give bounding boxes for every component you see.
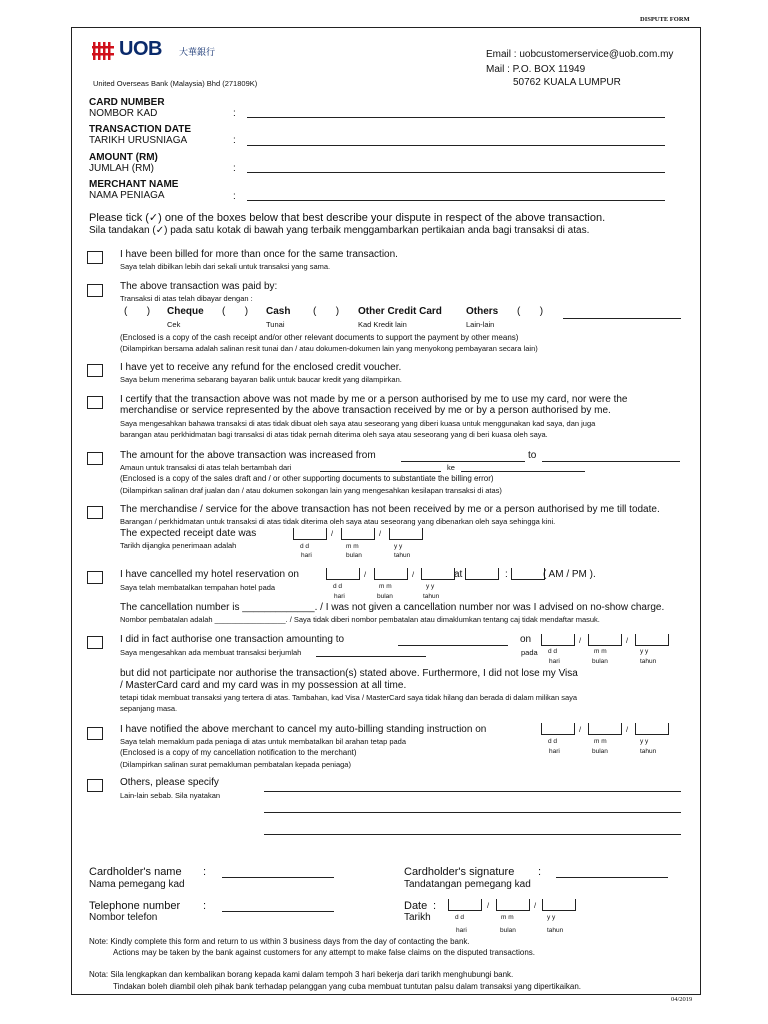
date-label: Date (404, 900, 428, 912)
time-sep: : (505, 569, 508, 580)
paren-open: ( ) (313, 306, 340, 317)
colon: : (538, 866, 542, 878)
option-cash[interactable]: Cash (266, 306, 291, 317)
item-8-text-ms: Saya mengesahkan ada membuat transaksi berjumlah (120, 648, 302, 657)
colon: : (233, 191, 236, 202)
date-sep: / (626, 636, 629, 645)
item-5-to: to (528, 450, 537, 461)
date-label-ms: Tarikh (404, 912, 431, 923)
label-mm: m m (594, 648, 607, 655)
signature-label-ms: Tandatangan pemegang kad (404, 879, 531, 890)
item-10-text-ms: Lain-lain sebab. Sila nyatakan (120, 791, 221, 800)
item-2-text-ms: Transaksi di atas telah dibayar dengan : (120, 294, 253, 303)
item-8-text-3: / MasterCard card and my card was in my possession at all time. (120, 680, 407, 691)
cardholder-name-field[interactable] (222, 877, 334, 878)
others-line-1[interactable] (264, 791, 681, 792)
others-specify-field[interactable] (563, 318, 681, 319)
item-6-expected-ms: Tarikh dijangka penerimaan adalah (120, 541, 237, 550)
label-mm: m m (594, 738, 607, 745)
item-1-text-ms: Saya telah dibilkan lebih dari sekali untuk transaksi yang sama. (120, 262, 331, 271)
item-8-text-ms-3: sepanjang masa. (120, 704, 178, 713)
colon: : (203, 900, 207, 912)
label-mm: m m (346, 543, 359, 550)
bank-name-cn: 大華銀行 (179, 47, 216, 57)
item-5-note: (Enclosed is a copy of the sales draft and / or other supporting documents to substantiate the billing error) (120, 474, 494, 483)
date-sep: / (412, 570, 415, 579)
amount-from-field[interactable] (401, 461, 525, 462)
label-yy: y y (640, 738, 649, 745)
option-others-ms: Lain-lain (466, 320, 495, 329)
field-merchant-ms: NAMA PENIAGA (89, 190, 165, 201)
label-mm: m m (379, 583, 392, 590)
checkbox-hotel-cancelled[interactable] (87, 571, 103, 584)
form-version: 04/2019 (671, 996, 693, 1003)
label-hari: hari (549, 658, 560, 665)
item-3-text-ms: Saya belum menerima sebarang bayaran balik untuk baucar kredit yang dilampirkan. (120, 375, 402, 384)
amount-to-field-ms[interactable] (461, 471, 585, 472)
signature-field[interactable] (556, 877, 668, 878)
company-name: United Overseas Bank (Malaysia) Bhd (271809K) (93, 79, 258, 88)
autobill-year-field[interactable] (635, 723, 669, 735)
label-dd: d d (300, 543, 310, 550)
field-merchant-en: MERCHANT NAME (89, 179, 179, 190)
label-yy: y y (640, 648, 649, 655)
authorised-month-field[interactable] (588, 634, 622, 646)
authorised-amount-field-ms[interactable] (316, 656, 426, 657)
item-4-text-ms-2: barangan atau perkhidmatan bagi transaksi di atas tidak pernah diterima oleh saya atau seseorang yang di beri kuasa oleh saya. (120, 430, 548, 439)
note-en-1: Note: Kindly complete this form and return to us within 3 business days from the day of contacting the bank. (89, 937, 470, 946)
paren-open: ( ) (517, 306, 544, 317)
amount-field[interactable] (247, 172, 665, 173)
date-sep: / (626, 725, 629, 734)
checkbox-not-received[interactable] (87, 506, 103, 519)
checkbox-paid-by[interactable] (87, 284, 103, 297)
item-8-text: I did in fact authorise one transaction amounting to (120, 634, 345, 645)
item-8-text-2: but did not participate nor authorise the transaction(s) stated above. Furthermore, I did not lose my Visa (120, 668, 578, 679)
label-dd: d d (455, 914, 465, 921)
item-1-text: I have been billed for more than once for the same transaction. (120, 249, 398, 260)
label-bulan: bulan (592, 748, 608, 755)
checkbox-billed-twice[interactable] (87, 251, 103, 264)
field-amount-ms: JUMLAH (RM) (89, 163, 154, 174)
expected-month-field[interactable] (341, 528, 375, 540)
authorised-day-field[interactable] (541, 634, 575, 646)
label-tahun: tahun (423, 593, 440, 600)
colon: : (433, 900, 437, 912)
hotel-month-field[interactable] (374, 568, 408, 580)
note-ms-2: Tindakan boleh diambil oleh pihak bank terhadap pelanggan yang cuba membuat tuntutan palsu dalam transaksi yang dipertikaikan. (113, 982, 582, 991)
label-bulan: bulan (346, 552, 362, 559)
note-ms-1: Nota: Sila lengkapkan dan kembalikan borang kepada kami dalam tempoh 3 hari bekerja dari tarikh menghubungi bank. (89, 970, 514, 979)
label-hari: hari (456, 927, 467, 934)
contact-postcode: 50762 KUALA LUMPUR (513, 77, 621, 88)
item-5-text-ms: Amaun untuk transaksi di atas telah bertambah dari (120, 463, 292, 472)
checkbox-not-authorised[interactable] (87, 396, 103, 409)
uob-logo-icon (92, 40, 116, 62)
sign-month-field[interactable] (496, 899, 530, 911)
label-mm: m m (501, 914, 514, 921)
colon: : (233, 163, 236, 174)
item-7-at: at (454, 569, 463, 580)
checkbox-amount-increased[interactable] (87, 452, 103, 465)
contact-email: Email : uobcustomerservice@uob.com.my (486, 49, 674, 60)
card-number-field[interactable] (247, 117, 665, 118)
note-en-2: Actions may be taken by the bank against customers for any attempt to make false claims on the disputed transactions. (113, 948, 535, 957)
telephone-field[interactable] (222, 911, 334, 912)
autobill-day-field[interactable] (541, 723, 575, 735)
checkbox-authorised-one[interactable] (87, 636, 103, 649)
label-bulan: bulan (500, 927, 516, 934)
item-8-pada: pada (521, 648, 538, 657)
item-6-text: The merchandise / service for the above transaction has not been received by me or a person authorised by me till todate. (120, 504, 660, 515)
item-6-text-ms: Barangan / perkhidmatan untuk transaksi di atas tidak diterima oleh saya atau seseorang yang dibenarkan oleh saya sehingga kini. (120, 517, 556, 526)
sign-day-field[interactable] (448, 899, 482, 911)
colon: : (233, 108, 236, 119)
label-bulan: bulan (377, 593, 393, 600)
item-8-text-ms-2: tetapi tidak membuat transaksi yang tertera di atas. Tambahan, kad Visa / MasterCard saya tidak hilang dan berada di dalam milikan saya (120, 693, 578, 702)
expected-day-field[interactable] (293, 528, 327, 540)
authorised-amount-field[interactable] (398, 645, 508, 646)
telephone-label: Telephone number (89, 900, 181, 912)
date-sep: / (379, 529, 382, 538)
field-transaction-date-en: TRANSACTION DATE (89, 124, 192, 135)
checkbox-others[interactable] (87, 779, 103, 792)
bank-name: UOB (119, 38, 162, 60)
label-hari: hari (301, 552, 312, 559)
sign-year-field[interactable] (542, 899, 576, 911)
date-sep: / (579, 725, 582, 734)
amount-to-field[interactable] (542, 461, 680, 462)
label-yy: y y (426, 583, 435, 590)
hotel-minute-field[interactable] (511, 568, 545, 580)
date-sep: / (487, 901, 490, 910)
instruction-ms: Sila tandakan (✓) pada satu kotak di bawah yang terbaik menggambarkan pertikaian anda bagi transaksi di atas. (89, 225, 590, 236)
label-bulan: bulan (592, 658, 608, 665)
item-4-text: I certify that the transaction above was not made by me or a person authorised by me to use my card, nor were the (120, 394, 628, 405)
item-6-expected: The expected receipt date was (120, 528, 257, 539)
item-2-note-ms: (Dilampirkan bersama adalah salinan resit tunai dan / atau dokumen-dokumen lain yang menyokong pembayaran secara lain) (120, 344, 538, 353)
label-dd: d d (333, 583, 343, 590)
option-cheque[interactable]: Cheque (167, 306, 204, 317)
expected-year-field[interactable] (389, 528, 423, 540)
option-others[interactable]: Others (466, 306, 499, 317)
option-other-card-ms: Kad Kredit lain (358, 320, 407, 329)
item-7-cancellation-ms: Nombor pembatalan adalah _________________. / Saya tidak diberi nombor pembatalan atau dimaklumkan tentang caj tidak mendaftar masuk. (120, 615, 600, 624)
date-sep: / (364, 570, 367, 579)
telephone-label-ms: Nombor telefon (89, 912, 158, 923)
cardholder-name-label: Cardholder's name (89, 866, 182, 878)
date-sep: / (331, 529, 334, 538)
label-hari: hari (549, 748, 560, 755)
label-yy: y y (394, 543, 403, 550)
label-hari: hari (334, 593, 345, 600)
others-line-2[interactable] (264, 812, 681, 813)
field-card-number-en: CARD NUMBER (89, 97, 165, 108)
hotel-year-field[interactable] (421, 568, 455, 580)
checkbox-auto-billing[interactable] (87, 727, 103, 740)
label-dd: d d (548, 738, 558, 745)
amount-from-field-ms[interactable] (320, 471, 441, 472)
item-9-text-ms: Saya telah memaklum pada peniaga di atas untuk membatalkan bil arahan tetap pada (120, 737, 407, 746)
item-9-text: I have notified the above merchant to cancel my auto-billing standing instruction on (120, 724, 487, 735)
field-card-number-ms: NOMBOR KAD (89, 108, 158, 119)
label-tahun: tahun (640, 748, 657, 755)
item-8-on: on (520, 634, 532, 645)
instruction-en: Please tick (✓) one of the boxes below that best describe your dispute in respect of the above transaction. (89, 212, 606, 224)
autobill-month-field[interactable] (588, 723, 622, 735)
colon: : (233, 135, 236, 146)
item-4-text-ms: Saya mengesahkan bahawa transaksi di atas tidak dibuat oleh saya atau seseorang yang diberi kuasa untuk menggunakan kad saya, dan juga (120, 419, 596, 428)
form-label: DISPUTE FORM (640, 16, 690, 23)
label-tahun: tahun (394, 552, 411, 559)
contact-mail: Mail : P.O. BOX 11949 (486, 64, 586, 75)
item-3-text: I have yet to receive any refund for the enclosed credit voucher. (120, 362, 402, 373)
item-2-text: The above transaction was paid by: (120, 281, 278, 292)
date-sep: / (534, 901, 537, 910)
item-5-text: The amount for the above transaction was increased from (120, 450, 376, 461)
checkbox-refund[interactable] (87, 364, 103, 377)
label-tahun: tahun (547, 927, 564, 934)
item-7-text-ms: Saya telah membatalkan tempahan hotel pada (120, 583, 276, 592)
am-pm-label: ( AM / PM ). (543, 569, 596, 580)
others-line-3[interactable] (264, 834, 681, 835)
item-10-text: Others, please specify (120, 777, 219, 788)
hotel-hour-field[interactable] (465, 568, 499, 580)
item-5-note-ms: (Dilampirkan salinan draf jualan dan / atau dokumen sokongan lain yang mengesahkan kesilapan transaksi di atas) (120, 486, 502, 495)
authorised-year-field[interactable] (635, 634, 669, 646)
uob-logo (92, 40, 116, 67)
option-cheque-ms: Cek (167, 320, 181, 329)
option-other-credit-card[interactable]: Other Credit Card (358, 306, 442, 317)
item-2-note: (Enclosed is a copy of the cash receipt and/or other relevant documents to support the payment by other means) (120, 333, 519, 342)
hotel-day-field[interactable] (326, 568, 360, 580)
item-9-note: (Enclosed is a copy of my cancellation notification to the merchant) (120, 748, 357, 757)
label-dd: d d (548, 648, 558, 655)
signature-label: Cardholder's signature (404, 866, 515, 878)
option-cash-ms: Tunai (266, 320, 285, 329)
item-4-text-2: merchandise or service represented by the above transaction received by me or by a person authorised by me. (120, 405, 611, 416)
paren-open: ( ) (222, 306, 249, 317)
field-transaction-date-ms: TARIKH URUSNIAGA (89, 135, 188, 146)
colon: : (203, 866, 207, 878)
merchant-name-field[interactable] (247, 200, 665, 201)
item-9-note-ms: (Dilampirkan salinan surat pemakluman pembatalan kepada peniaga) (120, 760, 351, 769)
paren-open: ( ) (124, 306, 151, 317)
cardholder-name-label-ms: Nama pemegang kad (89, 879, 185, 890)
item-7-cancellation: The cancellation number is _____________. / I was not given a cancellation number nor was I advised on no-show charge. (120, 602, 665, 613)
item-7-text: I have cancelled my hotel reservation on (120, 569, 299, 580)
label-tahun: tahun (640, 658, 657, 665)
field-amount-en: AMOUNT (RM) (89, 152, 158, 163)
label-yy: y y (547, 914, 556, 921)
date-sep: / (579, 636, 582, 645)
item-5-ke: ke (447, 463, 455, 472)
transaction-date-field[interactable] (247, 145, 665, 146)
